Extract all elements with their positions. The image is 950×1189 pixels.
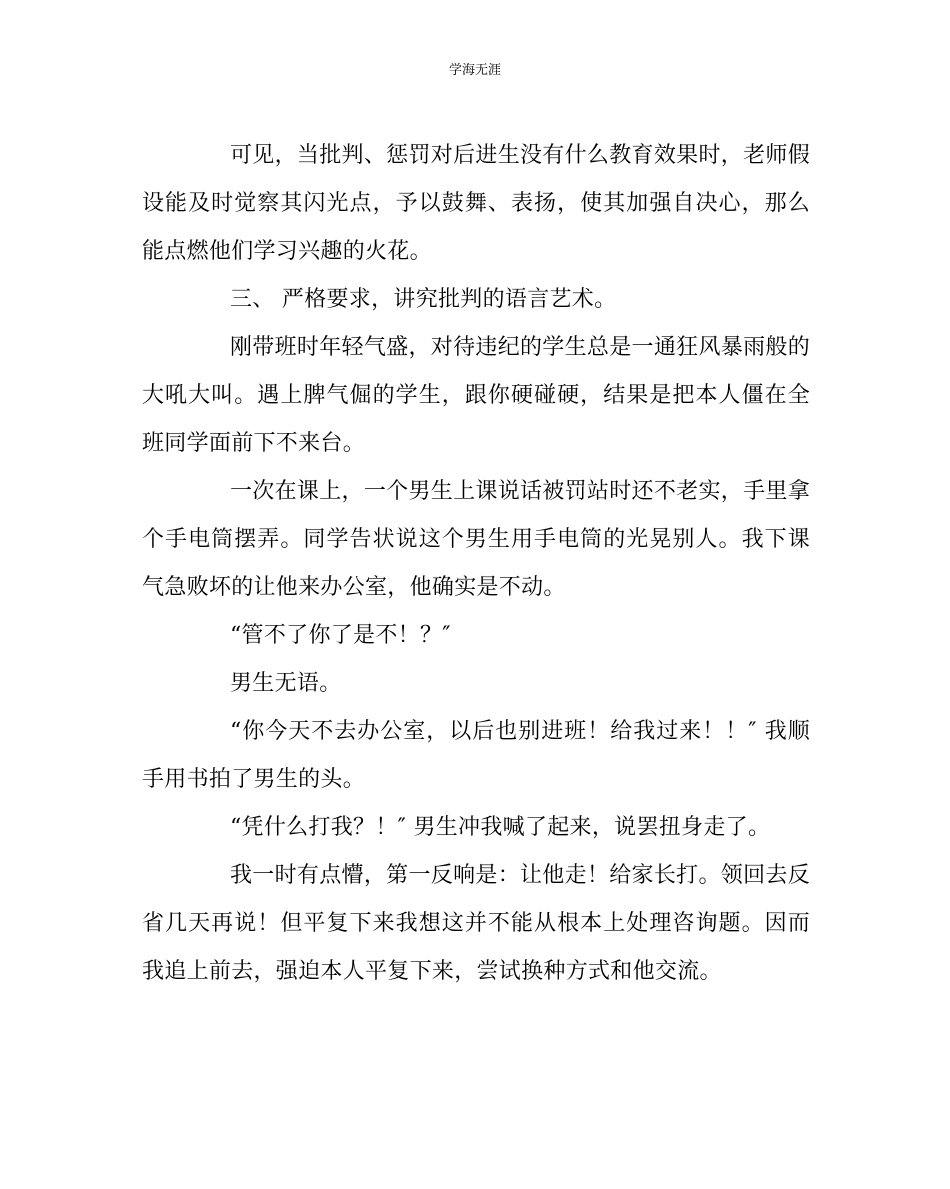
paragraph: 刚带班时年轻气盛，对待违纪的学生总是一通狂风暴雨般的大吼大叫。遇上脾气倔的学生，跟你硬碰硬，结果是把本人僵在全班同学面前下不来台。: [142, 335, 810, 456]
paragraph: 我一时有点懵，第一反响是：让他走！给家长打。领回去反省几天再说！但平复下来我想这并不能从根本上处理咨询题。因而我追上前去，强迫本人平复下来，尝试换种方式和他交流。: [142, 863, 810, 984]
dialogue-line: “你今天不去办公室，以后也别进班！给我过来！！″ 我顺手用书拍了男生的头。: [142, 719, 810, 792]
paragraph: 一次在课上，一个男生上课说话被罚站时还不老实，手里拿个手电筒摆弄。同学告状说这个男生用手电筒的光晃别人。我下课气急败坏的让他来办公室，他确实是不动。: [142, 479, 810, 600]
dialogue-line: 男生无语。: [230, 671, 342, 696]
header-title: 学海无涯: [448, 63, 501, 78]
dialogue-line: “凭什么打我？！″ 男生冲我喊了起来，说罢扭身走了。: [230, 815, 771, 840]
section-heading: 三、 严格要求，讲究批判的语言艺术。: [230, 287, 617, 312]
paragraph: 可见，当批判、惩罚对后进生没有什么教育效果时，老师假设能及时觉察其闪光点，予以鼓舞、表扬，使其加强自决心，那么能点燃他们学习兴趣的火花。: [142, 143, 810, 264]
dialogue-line: “管不了你了是不！？″: [230, 623, 451, 648]
page-header: [0, 62, 950, 80]
document-body: [142, 132, 810, 996]
